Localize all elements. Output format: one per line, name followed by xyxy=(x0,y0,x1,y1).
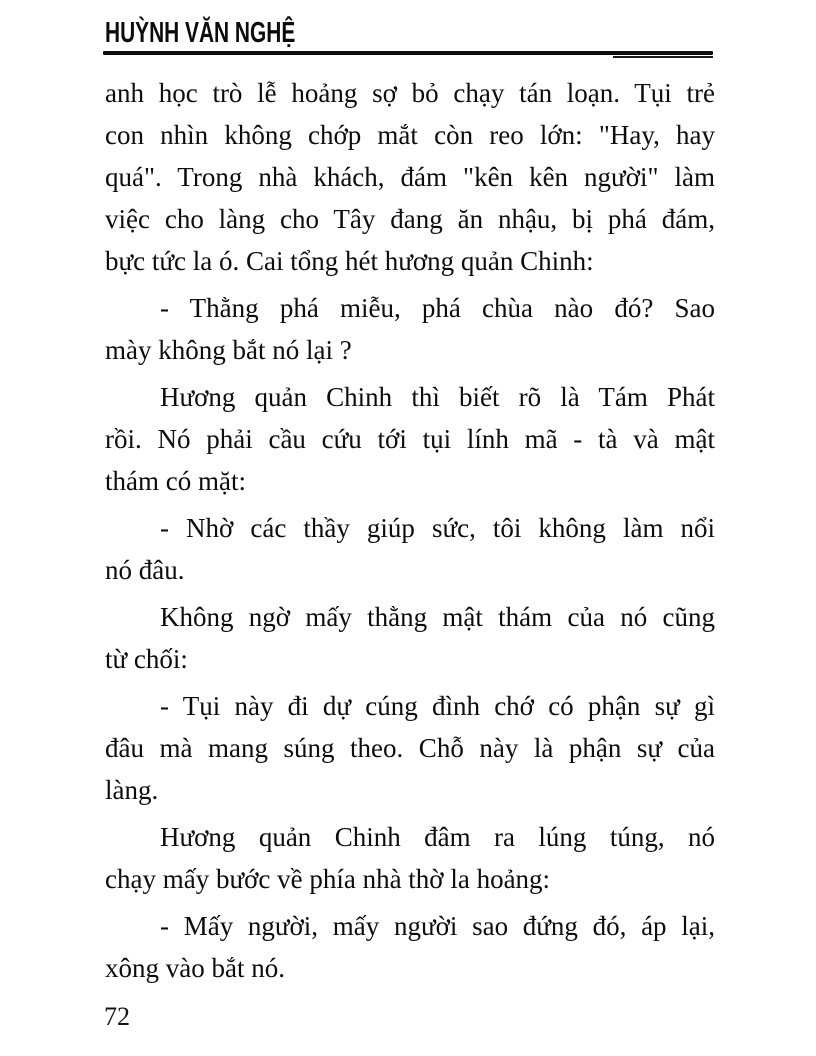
paragraph xyxy=(105,596,715,680)
header-rule xyxy=(103,51,713,55)
paragraph xyxy=(105,376,715,502)
header-rule-tail xyxy=(613,56,713,58)
text-line: chạy mấy bước về phía nhà thờ la hoảng: xyxy=(105,864,551,894)
paragraph xyxy=(105,685,715,811)
running-title: HUỲNH VĂN NGHỆ xyxy=(105,17,296,49)
text-line: - Nhờ các thầy giúp sức, tôi không làm nổi xyxy=(160,513,715,543)
text-line: mày không bắt nó lại ? xyxy=(105,335,352,365)
text-line: đâu mà mang súng theo. Chỗ này là phận sự của xyxy=(105,733,715,763)
text-line: thám có mặt: xyxy=(105,466,246,496)
text-line: quá". Trong nhà khách, đám "kên kên người" làm xyxy=(105,162,715,192)
text-line: - Tụi này đi dự cúng đình chớ có phận sự gì xyxy=(160,691,715,721)
text-line: anh học trò lễ hoảng sợ bỏ chạy tán loạn. Tụi trẻ xyxy=(105,78,715,108)
text-line: bực tức la ó. Cai tổng hét hương quản Chinh: xyxy=(105,246,594,276)
text-line: Hương quản Chinh đâm ra lúng túng, nó xyxy=(160,822,715,852)
text-line: - Mấy người, mấy người sao đứng đó, áp lại, xyxy=(160,911,715,941)
text-line: từ chối: xyxy=(105,644,188,674)
paragraph xyxy=(105,72,715,282)
text-line: Hương quản Chinh thì biết rõ là Tám Phát xyxy=(160,382,715,412)
text-line: rồi. Nó phải cầu cứu tới tụi lính mã - tà và mật xyxy=(105,424,715,454)
paragraph xyxy=(105,507,715,591)
page-body xyxy=(105,72,715,989)
text-line: - Thằng phá miễu, phá chùa nào đó? Sao xyxy=(160,293,715,323)
paragraph xyxy=(105,905,715,989)
text-line: xông vào bắt nó. xyxy=(105,953,285,983)
text-line: Không ngờ mấy thằng mật thám của nó cũng xyxy=(160,602,715,632)
paragraph xyxy=(105,287,715,371)
text-line: việc cho làng cho Tây đang ăn nhậu, bị phá đám, xyxy=(105,204,715,234)
page-number: 72 xyxy=(104,1002,130,1031)
text-line: nó đâu. xyxy=(105,555,185,585)
page-header xyxy=(105,18,715,62)
text-line: con nhìn không chớp mắt còn reo lớn: "Hay, hay xyxy=(105,120,715,150)
text-line: làng. xyxy=(105,775,159,805)
paragraph xyxy=(105,816,715,900)
